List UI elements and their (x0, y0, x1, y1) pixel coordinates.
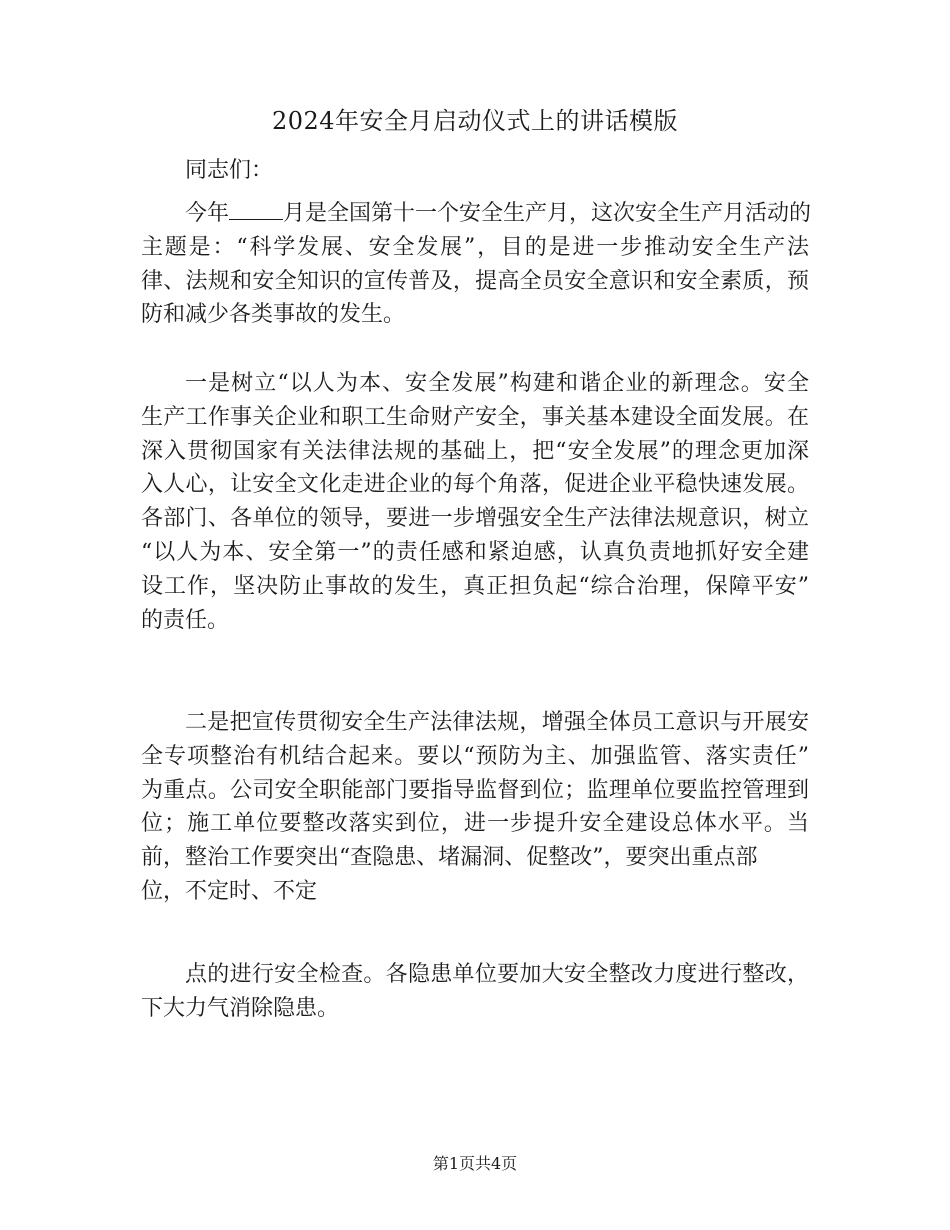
paragraph-2-line-8: 的责任。 (141, 607, 230, 633)
fill-in-blank (229, 201, 283, 220)
paragraph-3-line-2: 全专项整治有机结合起来。要以“预防为主、加强监管、落实责任” (141, 743, 809, 769)
paragraph-4-line-2: 下大力气消除隐患。 (141, 995, 340, 1021)
paragraph-1-line-1 (141, 197, 812, 231)
paragraph-3-line-3: 为重点。公司安全职能部门要指导监督到位；监理单位要监控管理到 (141, 777, 809, 803)
salutation (141, 154, 809, 188)
paragraph-2-line-1: 一是树立“以人为本、安全发展”构建和谐企业的新理念。安全 (185, 371, 809, 396)
paragraph-4 (141, 958, 809, 1026)
paragraph-1-line-3: 律、法规和安全知识的宣传普及，提高全员安全意识和安全素质，预 (141, 268, 809, 294)
paragraph-2-line-4: 入人心，让安全文化走进企业的每个角落，促进企业平稳快速发展。 (141, 472, 809, 498)
paragraph-1 (141, 197, 812, 332)
paragraph-3-line-1: 二是把宣传贯彻安全生产法律法规，增强全体员工意识与开展安 (185, 710, 809, 735)
paragraph-2-line-5: 各部门、各单位的领导，要进一步增强安全生产法律法规意识，树立 (141, 506, 809, 532)
paragraph-4-line-1: 点的进行安全检查。各隐患单位要加大安全整改力度进行整改， (185, 962, 809, 987)
paragraph-3-line-4: 位；施工单位要整改落实到位，进一步提升安全建设总体水平。当 (141, 811, 809, 837)
paragraph-2 (141, 367, 809, 637)
paragraph-1-line-2: 主题是：“科学发展、安全发展”，目的是进一步推动安全生产法 (141, 234, 809, 260)
paragraph-2-line-7: 设工作，坚决防止事故的发生，真正担负起“综合治理，保障平安” (141, 573, 809, 599)
paragraph-1-line-1-suffix: 月是全国第十一个安全生产月，这次安全生产月活动的 (283, 201, 812, 226)
document-title: 2024年安全月启动仪式上的讲话模版 (271, 107, 679, 135)
paragraph-2-line-3: 深入贯彻国家有关法律法规的基础上，把“安全发展”的理念更加深 (141, 438, 809, 464)
paragraph-2-line-6: “以人为本、安全第一”的责任感和紧迫感，认真负责地抓好安全建 (141, 539, 809, 565)
paragraph-1-prefix: 今年 (185, 201, 230, 226)
paragraph-3 (141, 706, 809, 909)
paragraph-1-line-4: 防和减少各类事故的发生。 (141, 302, 406, 328)
paragraph-3-line-5: 前，整治工作要突出“查隐患、堵漏洞、促整改”，要突出重点部 (141, 845, 758, 871)
salutation-text: 同志们： (185, 158, 274, 183)
paragraph-2-line-2: 生产工作事关企业和职工生命财产安全，事关基本建设全面发展。在 (141, 404, 809, 430)
page-number-footer: 第1页共4页 (432, 1154, 518, 1173)
paragraph-3-line-6: 位，不定时、不定 (141, 878, 318, 904)
